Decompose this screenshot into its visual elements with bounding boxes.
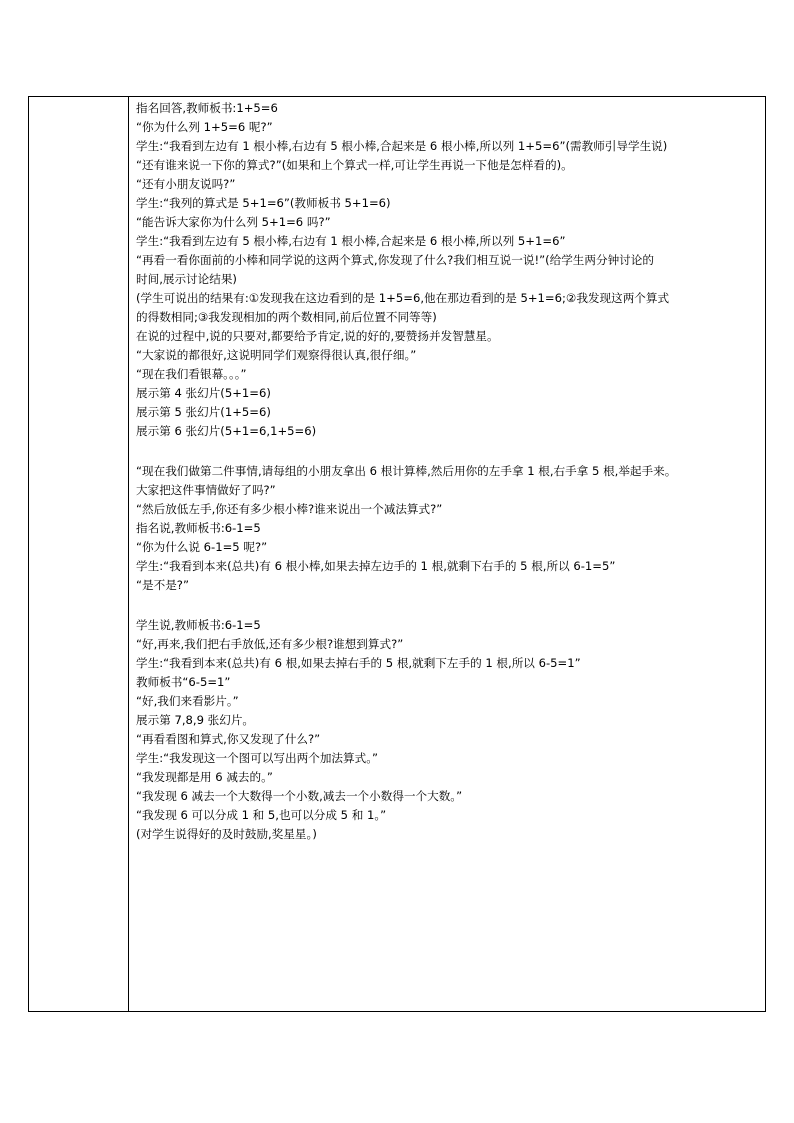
text-line: “是不是?” [136,578,189,592]
text-line: “再看一看你面前的小棒和同学说的这两个算式,你发现了什么?我们相互说一说!”(给学生两分钟讨论的 [136,253,654,267]
text-line: 学生:“我发现这一个图可以写出两个加法算式。” [136,751,378,765]
text-line: 学生说,教师板书:6-1=5 [136,618,261,632]
text-line: 教师板书“6-5=1” [136,675,231,689]
text-line: “能告诉大家你为什么列 5+1=6 吗?” [136,215,331,229]
text-line: “你为什么列 1+5=6 呢?” [136,120,273,134]
text-line: “你为什么说 6-1=5 呢?” [136,540,268,554]
text-line: “好,再来,我们把右手放低,还有多少根?谁想到算式?” [136,637,404,651]
text-line: “再看看图和算式,你又发现了什么?” [136,732,321,746]
text-line: “我发现都是用 6 减去的。” [136,770,273,784]
lesson-table [28,96,766,1012]
discussion-block [136,99,764,441]
text-line: 学生:“我看到本来(总共)有 6 根,如果去掉右手的 5 根,就剩下左手的 1 根,所以 6-5=1” [136,656,581,670]
text-line: 在说的过程中,说的只要对,都要给予肯定,说的好的,要赞扬并发智慧星。 [136,329,499,343]
blank-line [136,441,764,462]
text-line: “然后放低左手,你还有多少根小棒?谁来说出一个减法算式?” [136,502,443,516]
text-line: 展示第 7,8,9 张幻片。 [136,713,255,727]
text-line: 大家把这件事情做好了吗?” [136,483,276,497]
text-line: 学生:“我看到左边有 1 根小棒,右边有 5 根小棒,合起来是 6 根小棒,所以列 1+5=6”(需教师引导学生说) [136,139,668,153]
summary-block [136,616,764,844]
text-line: 指名回答,教师板书:1+5=6 [136,101,278,115]
text-line: 学生:“我看到本来(总共)有 6 根小棒,如果去掉左边手的 1 根,就剩下右手的 5 根,所以 6-1=5” [136,559,616,573]
text-line: 展示第 4 张幻片(5+1=6) [136,386,271,400]
text-line: (对学生说得好的及时鼓励,奖星星。) [136,827,317,841]
text-line: “好,我们来看影片。” [136,694,239,708]
subtraction-block [136,462,764,595]
text-line: “我发现 6 可以分成 1 和 5,也可以分成 5 和 1。” [136,808,387,822]
text-line: 的得数相同;③我发现相加的两个数相同,前后位置不同等等) [136,310,437,324]
text-line: 指名说,教师板书:6-1=5 [136,521,261,535]
text-line: 时间,展示讨论结果) [136,272,237,286]
text-line: 展示第 5 张幻片(1+5=6) [136,405,271,419]
blank-line [136,595,764,616]
text-line: “现在我们做第二件事情,请每组的小朋友拿出 6 根计算棒,然后用你的左手拿 1 根,右手拿 5 根,举起手来。 [136,464,677,478]
text-line: “现在我们看银幕。。。” [136,367,247,381]
content-cell [136,99,764,844]
text-line: 展示第 6 张幻片(5+1=6,1+5=6) [136,424,317,438]
text-line: “大家说的都很好,这说明同学们观察得很认真,很仔细。” [136,348,417,362]
text-line: “还有谁来说一下你的算式?”(如果和上个算式一样,可让学生再说一下他是怎样看的)。 [136,158,573,172]
text-line: “还有小朋友说吗?” [136,177,236,191]
text-line: 学生:“我看到左边有 5 根小棒,右边有 1 根小棒,合起来是 6 根小棒,所以列 5+1=6” [136,234,566,248]
left-column-cell [29,97,129,1011]
text-line: 学生:“我列的算式是 5+1=6”(教师板书 5+1=6) [136,196,391,210]
text-line: (学生可说出的结果有:①发现我在这边看到的是 1+5=6,他在那边看到的是 5+1=6;②我发现这两个算式 [136,291,670,305]
text-line: “我发现 6 减去一个大数得一个小数,减去一个小数得一个大数。” [136,789,463,803]
